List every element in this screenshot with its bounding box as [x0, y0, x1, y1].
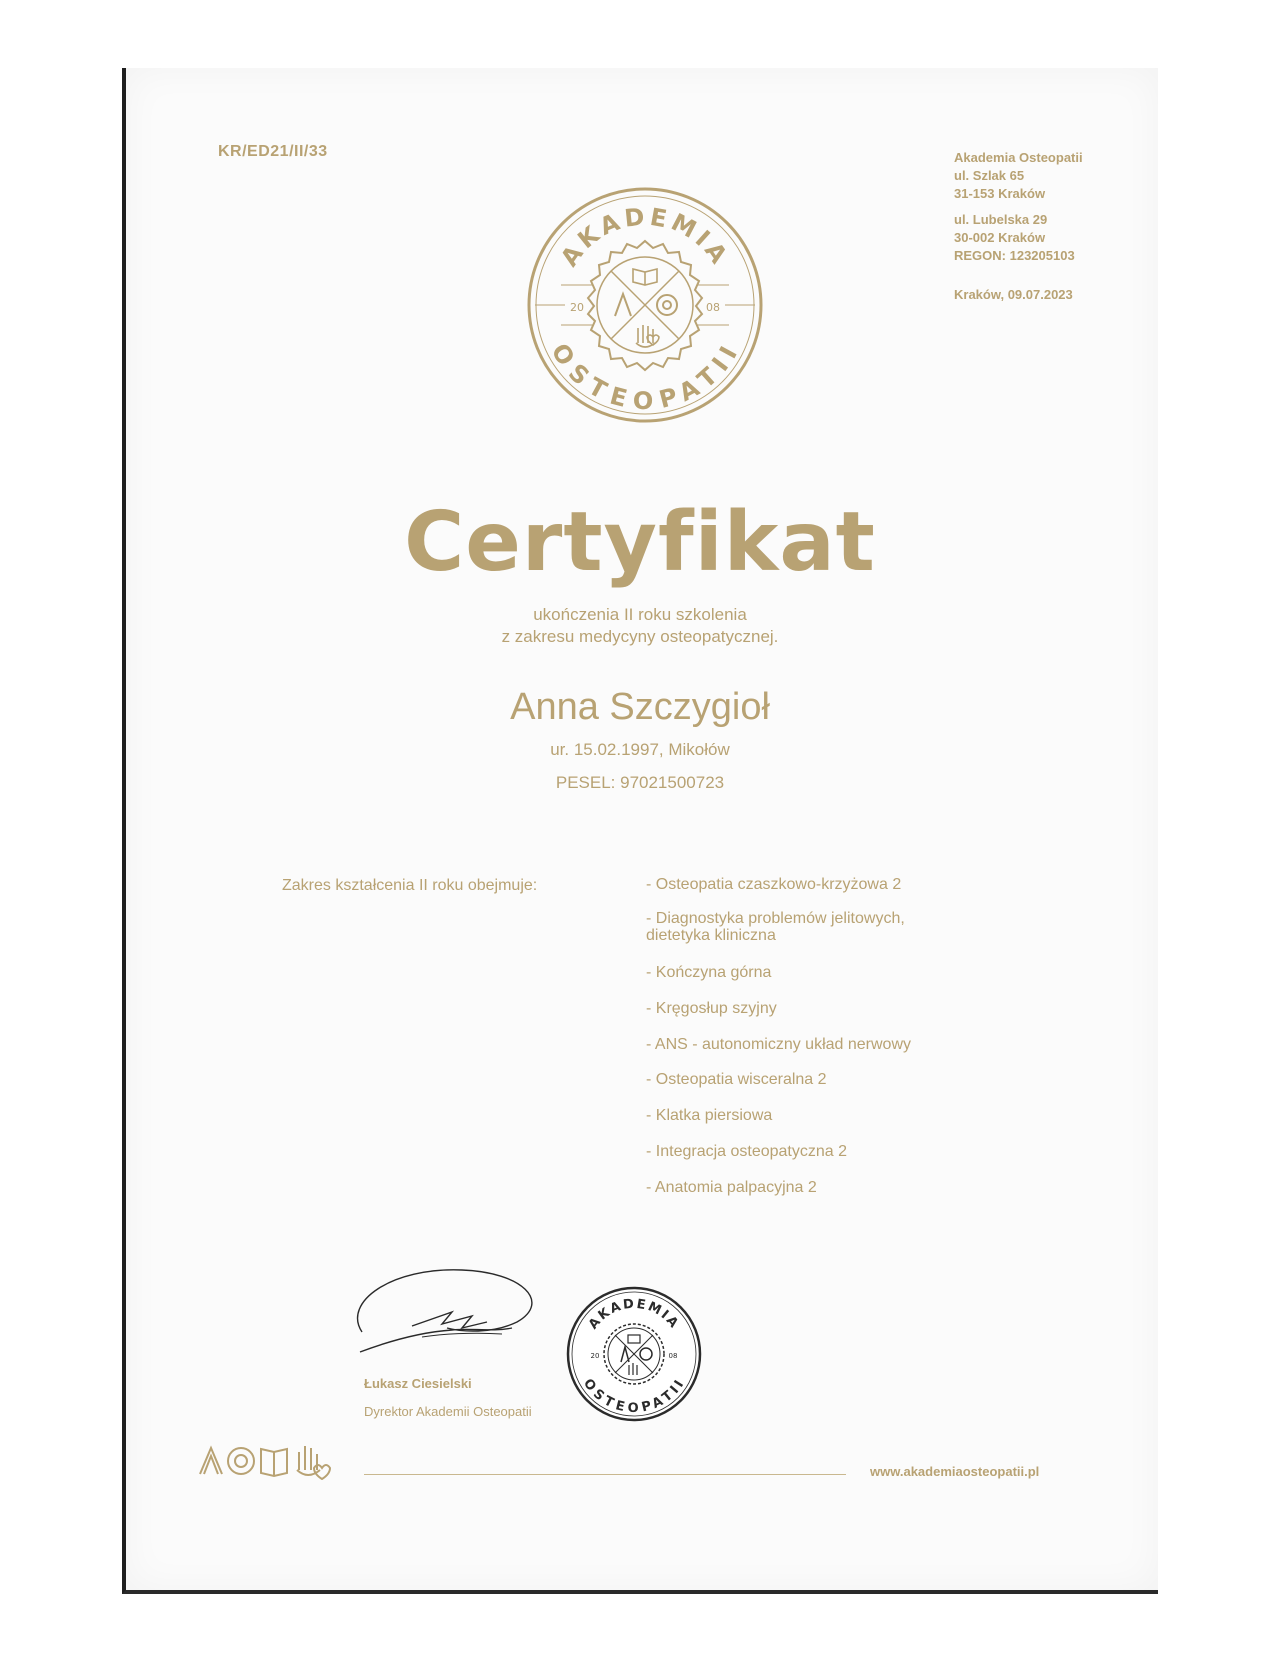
- lambda-icon: [615, 294, 631, 316]
- logo-year-right: 08: [706, 301, 720, 314]
- address-line: 30-002 Kraków: [954, 230, 1046, 245]
- svg-text:AKADEMIA: [555, 202, 735, 271]
- signatory-role: Dyrektor Akademii Osteopatii: [364, 1404, 532, 1419]
- circle-icon: [228, 1448, 254, 1474]
- footer-icon-strip: [198, 1440, 343, 1480]
- circle-icon: [657, 295, 677, 315]
- regon-line: REGON: 123205103: [954, 248, 1075, 263]
- address-line: ul. Szlak 65: [954, 168, 1025, 183]
- scope-item: - Diagnostyka problemów jelitowych, dietetyka kliniczna: [646, 910, 905, 944]
- stamp-year-left: 20: [590, 1352, 600, 1360]
- subtitle-line: ukończenia II roku szkolenia: [533, 605, 747, 624]
- address-line: Akademia Osteopatii: [954, 150, 1083, 165]
- stamp-year-right: 08: [668, 1352, 678, 1360]
- hand-heart-icon: [297, 1446, 330, 1479]
- scope-item: - Integracja osteopatyczna 2: [646, 1143, 848, 1160]
- logo-bottom-text: OSTEOPATII: [545, 338, 745, 415]
- address-line: 31-153 Kraków: [954, 186, 1046, 201]
- scope-item: - Osteopatia czaszkowo-krzyżowa 2: [646, 876, 902, 893]
- academy-logo: [525, 185, 765, 425]
- website-link[interactable]: www.akademiaosteopatii.pl: [870, 1464, 1040, 1479]
- scope-label: Zakres kształcenia II roku obejmuje:: [282, 877, 538, 894]
- certificate-subtitle: [0, 604, 1280, 648]
- book-icon: [261, 1449, 287, 1476]
- subtitle-line: z zakresu medycyny osteopatycznej.: [501, 627, 779, 646]
- scope-item: - Osteopatia wisceralna 2: [646, 1071, 827, 1088]
- handwritten-signature: [352, 1262, 542, 1358]
- stamp-top-text: AKADEMIA: [585, 1296, 683, 1333]
- signatory-name: Łukasz Ciesielski: [364, 1376, 472, 1391]
- scope-item: - ANS - autonomiczny układ nerwowy: [646, 1036, 911, 1053]
- issue-date: Kraków, 09.07.2023: [954, 287, 1073, 302]
- scope-list: [634, 876, 966, 1196]
- academy-stamp: [565, 1285, 703, 1423]
- stamp-bottom-text: OSTEOPATII: [580, 1376, 689, 1416]
- scope-item: - Kręgosłup szyjny: [646, 1000, 777, 1017]
- birth-info: ur. 15.02.1997, Mikołów: [550, 740, 730, 759]
- academy-address: [954, 149, 1083, 265]
- address-line: ul. Lubelska 29: [954, 212, 1048, 227]
- certificate-title: Certyfikat: [404, 495, 876, 590]
- svg-text:OSTEOPATII: [546, 338, 745, 414]
- scope-item: - Klatka piersiowa: [646, 1107, 773, 1124]
- pesel-number: PESEL: 97021500723: [555, 773, 725, 792]
- logo-top-text: AKADEMIA: [555, 202, 735, 272]
- recipient-name: Anna Szczygioł: [510, 686, 770, 728]
- hand-heart-icon: [636, 325, 659, 347]
- lambda-icon: [200, 1448, 222, 1474]
- book-icon: [633, 269, 657, 285]
- document-number: KR/ED21/II/33: [218, 143, 328, 160]
- scope-item: - Anatomia palpacyjna 2: [646, 1179, 817, 1196]
- footer-divider: [364, 1474, 846, 1475]
- scope-item: - Kończyna górna: [646, 964, 772, 981]
- logo-year-left: 20: [570, 301, 584, 314]
